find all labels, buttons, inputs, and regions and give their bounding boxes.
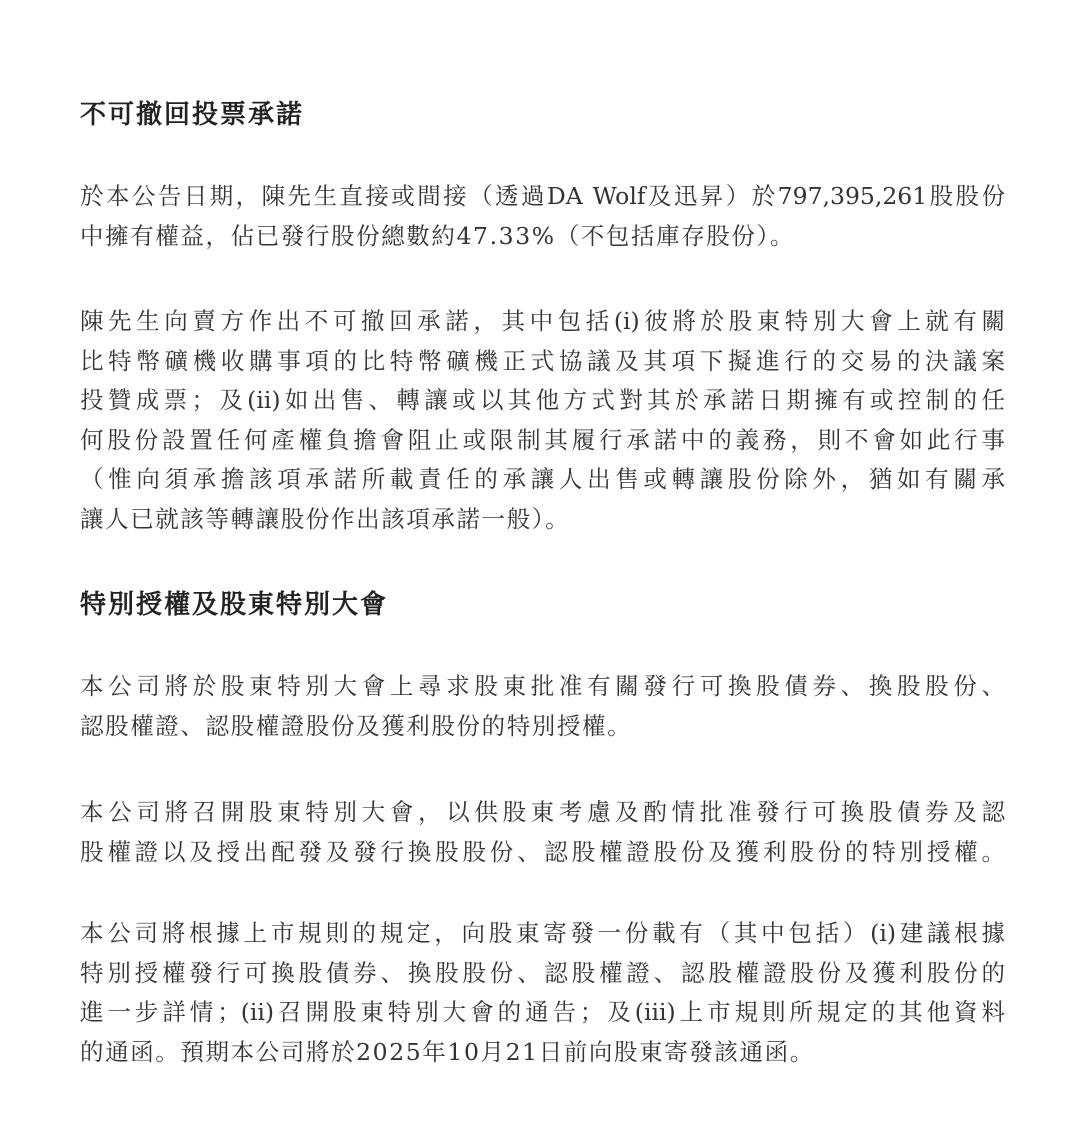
text-line: 進一步詳情；(ii)召開股東特別大會的通告；及(iii)上市規則所規定的其他資料 [80, 998, 1005, 1027]
paragraph-convene-egm [80, 793, 1005, 872]
text-line: 陳先生向賣方作出不可撤回承諾，其中包括(i)彼將於股東特別大會上就有關 [80, 307, 1005, 335]
text-line: 比特幣礦機收購事項的比特幣礦機正式協議及其項下擬進行的交易的決議案 [80, 346, 1005, 375]
paragraph-specific-mandate [80, 667, 1005, 746]
text-line: 本公司將召開股東特別大會，以供股東考慮及酌情批准發行可換股債券及認 [80, 798, 1005, 826]
text-line: 認股權證、認股權證股份及獲利股份的特別授權。 [80, 711, 633, 740]
text-line: 於本公告日期，陳先生直接或間接（透過DA Wolf及迅昇）於797,395,261股股份 [80, 182, 1005, 210]
text-line: 本公司將於股東特別大會上尋求股東批准有關發行可換股債券、換股股份、 [80, 672, 1005, 700]
section-heading-irrevocable-undertaking: 不可撤回投票承諾 [80, 100, 305, 130]
text-line: 本公司將根據上市規則的規定，向股東寄發一份載有（其中包括）(i)建議根據 [80, 919, 1005, 947]
paragraph-shareholding-interest [80, 177, 1005, 256]
text-line: 中擁有權益，佔已發行股份總數約47.33%（不包括庫存股份）。 [80, 221, 795, 250]
text-line: 讓人已就該等轉讓股份作出該項承諾一般）。 [80, 504, 571, 533]
text-line: 特別授權發行可換股債券、換股股份、認股權證、認股權證股份及獲利股份的 [80, 958, 1005, 987]
text-line: 投贊成票；及(ii)如出售、轉讓或以其他方式對其於承諾日期擁有或控制的任 [80, 386, 1005, 415]
text-line: 的通函。預期本公司將於2025年10月21日前向股東寄發該通函。 [80, 1037, 815, 1066]
section-heading-specific-mandate-egm: 特別授權及股東特別大會 [80, 590, 389, 620]
paragraph-circular-dispatch [80, 914, 1005, 1072]
paragraph-undertaking-terms [80, 302, 1005, 540]
text-line: 股權證以及授出配發及發行換股股份、認股權證股份及獲利股份的特別授權。 [80, 837, 1005, 866]
text-line: （惟向須承擔該項承諾所載責任的承讓人出售或轉讓股份除外，猶如有關承 [80, 465, 1005, 494]
text-line: 何股份設置任何產權負擔會阻止或限制其履行承諾中的義務，則不會如此行事 [80, 425, 1005, 454]
